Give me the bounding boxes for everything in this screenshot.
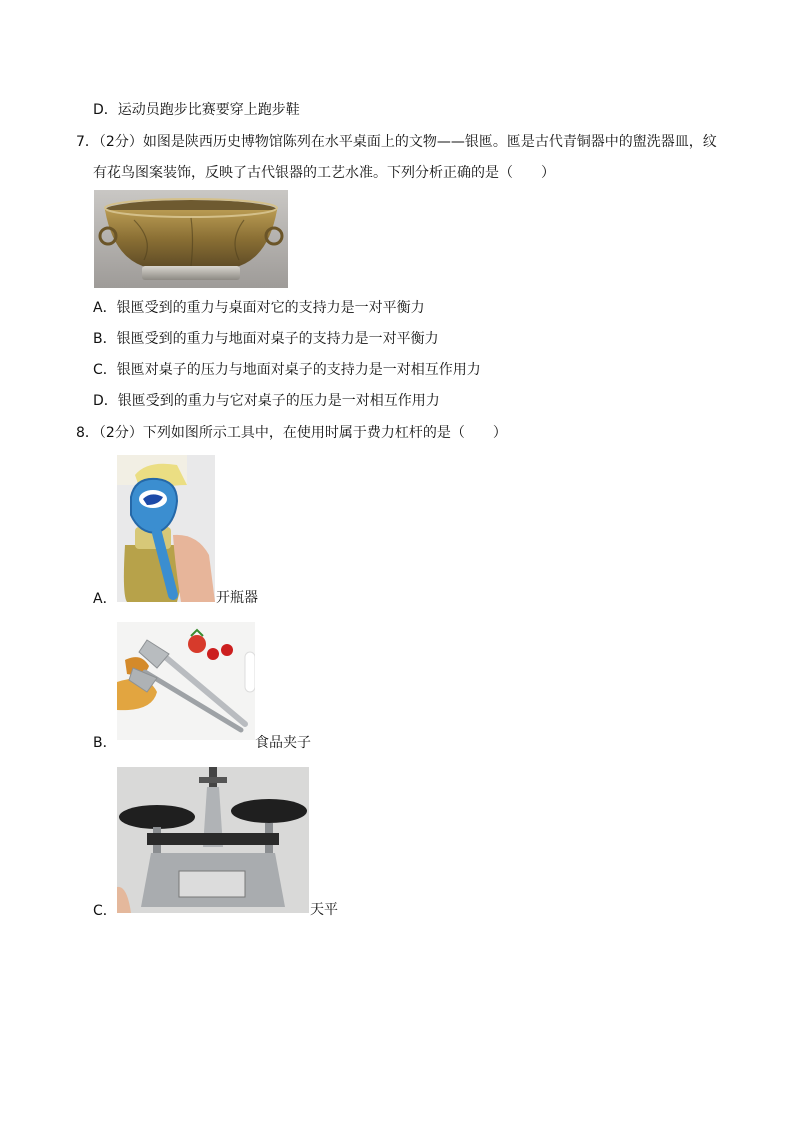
q7-option-c: C．银匜对桌子的压力与地面对桌子的支持力是一对相互作用力	[93, 362, 481, 378]
bottle-opener-photo	[117, 455, 215, 602]
q8-stem: 8．（2分）下列如图所示工具中，在使用时属于费力杠杆的是（ ）	[76, 425, 507, 441]
q7-option-d: D．银匜受到的重力与它对桌子的压力是一对相互作用力	[93, 393, 440, 409]
q8-option-b-letter: B．	[93, 735, 117, 751]
q6-option-d: D．运动员跑步比赛要穿上跑步鞋	[93, 102, 300, 118]
q8-option-c-name: 天平	[310, 902, 338, 918]
q7-stem-line1: 7．（2分）如图是陕西历史博物馆陈列在水平桌面上的文物——银匜。匜是古代青铜器中的盥洗器皿，纹	[76, 134, 717, 150]
q8-option-a-letter: A．	[93, 591, 117, 607]
q7-option-b: B．银匜受到的重力与地面对桌子的支持力是一对平衡力	[93, 331, 439, 347]
balance-scale-photo	[117, 767, 309, 913]
q7-option-a: A．银匜受到的重力与桌面对它的支持力是一对平衡力	[93, 300, 425, 316]
q7-stem-line2: 有花鸟图案装饰，反映了古代银器的工艺水准。下列分析正确的是（ ）	[93, 165, 555, 181]
silver-yi-vessel-photo	[94, 190, 288, 288]
q8-option-c-letter: C．	[93, 903, 117, 919]
q8-option-b-name: 食品夹子	[255, 735, 311, 751]
q8-option-a-name: 开瓶器	[216, 590, 258, 606]
food-tongs-photo	[117, 622, 255, 745]
